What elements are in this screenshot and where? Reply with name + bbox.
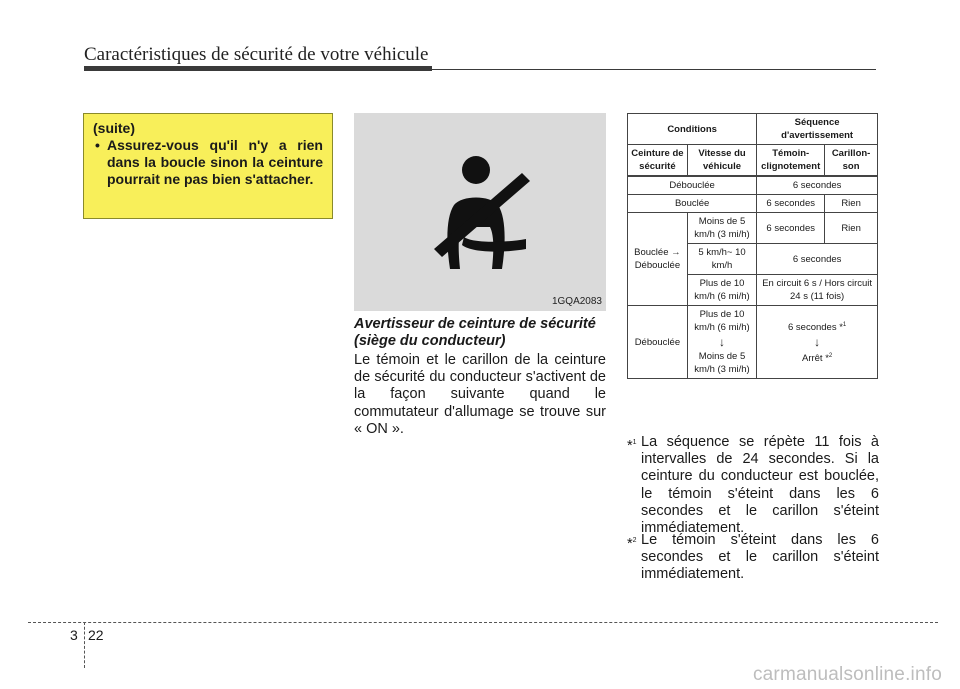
footnote-ref: 2 bbox=[828, 353, 833, 359]
table-cell: 5 km/h~ 10 km/h bbox=[687, 244, 756, 275]
footnote-mark: *$^2$ bbox=[627, 535, 637, 552]
seat-belt-illustration bbox=[354, 113, 606, 311]
table-cell: Moins de 5 km/h (3 mi/h) bbox=[687, 213, 756, 244]
th-temoin: Témoin-clignotement bbox=[757, 145, 825, 177]
section-title: Avertisseur de ceinture de sécurité (siège du conducteur) bbox=[354, 316, 596, 349]
caution-title: (suite) bbox=[93, 120, 135, 136]
th-carillon: Carillon-son bbox=[825, 145, 878, 177]
table-cell: Débouclée bbox=[628, 176, 757, 195]
page-header-title: Caractéristiques de sécurité de votre véhicule bbox=[84, 44, 429, 65]
footer-vertical-divider bbox=[84, 622, 85, 668]
footnote-mark: *$^1$ bbox=[627, 437, 637, 454]
table-cell: Rien bbox=[825, 213, 878, 244]
table-cell-line: Moins de 5 km/h (3 mi/h) bbox=[694, 351, 750, 375]
table-cell-line: Plus de 10 km/h (6 mi/h) bbox=[694, 309, 750, 333]
table-cell: Débouclée bbox=[628, 306, 688, 379]
footnote-1 bbox=[627, 434, 879, 537]
caution-box bbox=[83, 113, 333, 219]
th-vitesse: Vitesse du véhicule bbox=[687, 145, 756, 177]
th-ceinture: Ceinture de sécurité bbox=[628, 145, 688, 177]
th-conditions: Conditions bbox=[628, 114, 757, 145]
illustration-code: 1GQA2083 bbox=[551, 296, 602, 307]
th-sequence: Séquence d'avertissement bbox=[757, 114, 878, 145]
bullet-icon: • bbox=[95, 137, 100, 153]
footnote-text: La séquence se répète 11 fois à intervalles de 24 secondes. Si la ceinture du conducteur est bouclée, le témoin s'éteint dans les 6 secondes et le carillon s'éteint immédiatement. bbox=[641, 434, 879, 537]
arrow-down-icon: ↓ bbox=[814, 335, 821, 349]
table-cell: 6 secondes bbox=[757, 244, 878, 275]
watermark: carmanualsonline.info bbox=[752, 664, 942, 685]
table-cell-line bbox=[759, 319, 875, 334]
chapter-number: 3 bbox=[70, 627, 78, 643]
caution-item bbox=[93, 137, 323, 188]
footnote-text: Le témoin s'éteint dans les 6 secondes et le carillon s'éteint immédiatement. bbox=[641, 532, 879, 583]
table-cell-line bbox=[759, 350, 875, 365]
table-cell bbox=[687, 306, 756, 379]
table-cell: En circuit 6 s / Hors circuit 24 s (11 fois) bbox=[757, 275, 878, 306]
seat-belt-warning-icon bbox=[354, 113, 606, 311]
seq-text: 6 secondes * bbox=[787, 322, 843, 333]
table-cell: Plus de 10 km/h (6 mi/h) bbox=[687, 275, 756, 306]
footnote-2 bbox=[627, 532, 879, 584]
header-rule-thin bbox=[432, 69, 876, 70]
footnote-ref: 1 bbox=[842, 321, 847, 328]
table-cell: 6 secondes bbox=[757, 213, 825, 244]
arrow-down-icon: ↓ bbox=[719, 335, 726, 349]
footer-divider bbox=[28, 622, 938, 623]
table-cell bbox=[757, 306, 878, 379]
caution-item-text: Assurez-vous qu'il n'y a rien dans la boucle sinon la ceinture pourrait ne pas bien s'attacher. bbox=[107, 137, 323, 187]
table-cell: Bouclée → Débouclée bbox=[628, 213, 688, 306]
table-cell: 6 secondes bbox=[757, 195, 825, 213]
warning-sequence-table bbox=[627, 113, 878, 379]
header-rule-thick bbox=[84, 66, 432, 71]
table-cell: 6 secondes bbox=[757, 176, 878, 195]
page-number: 22 bbox=[88, 627, 104, 643]
section-body: Le témoin et le carillon de la ceinture de sécurité du conducteur s'activent de la façon suivante quand le commutateur d'allumage se trouve sur « ON ». bbox=[354, 352, 606, 437]
table-cell: Bouclée bbox=[628, 195, 757, 213]
table-cell: Rien bbox=[825, 195, 878, 213]
seq-text: Arrêt * bbox=[801, 353, 829, 365]
